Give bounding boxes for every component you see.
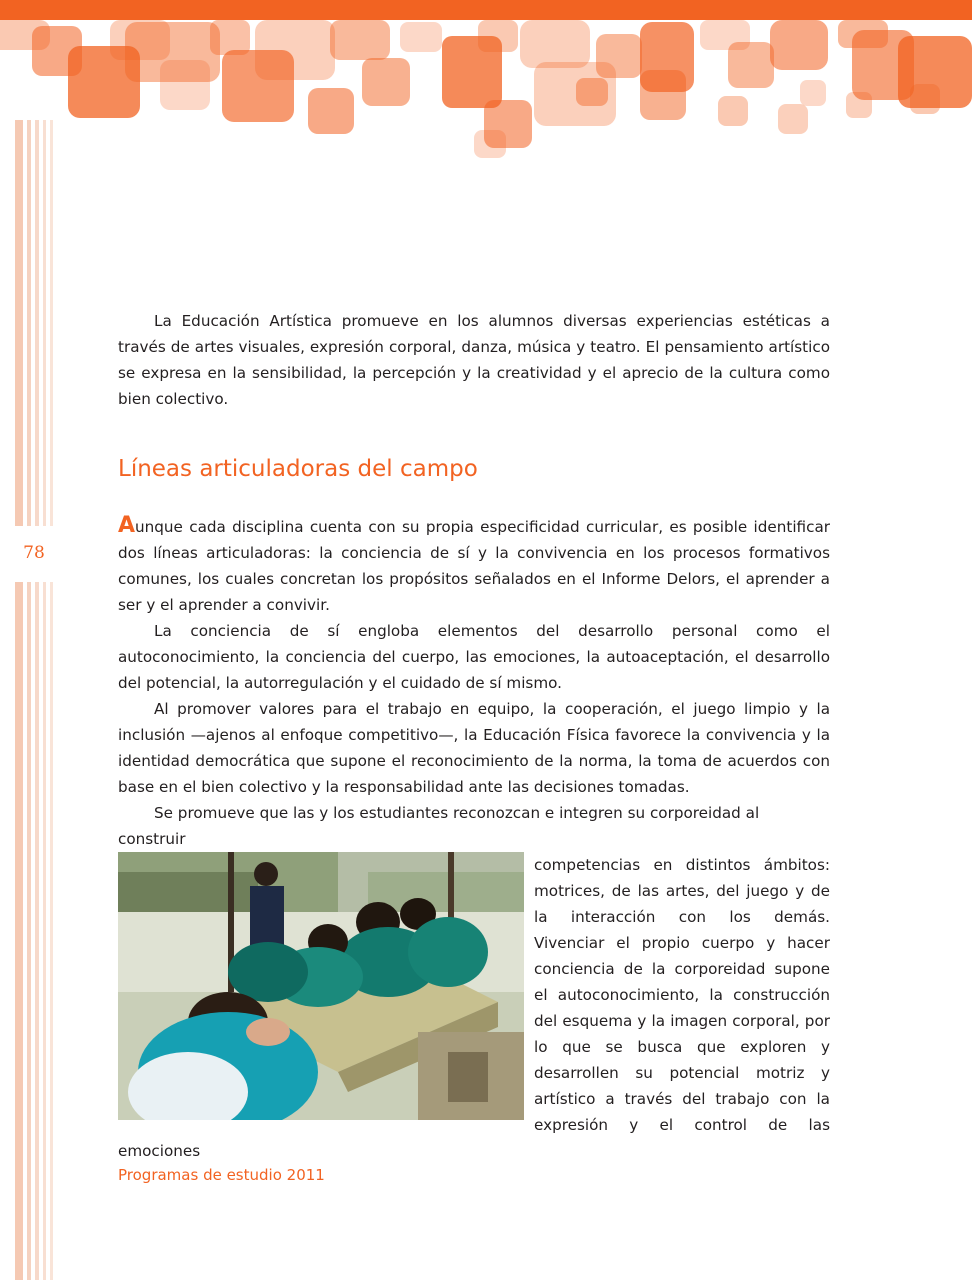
students-at-table-photo-icon: [118, 852, 524, 1120]
paragraph-1-text: unque cada disciplina cuenta con su propia especificidad curricular, es posible identificar dos líneas articuladoras: la conciencia de sí y la convivencia en los procesos formativos comunes, los cuales concretan los propósitos señalados en el Informe Delors, el aprender a ser y el aprender a convivir.: [118, 518, 830, 614]
section-title: Líneas articuladoras del campo: [118, 456, 478, 482]
paragraph-4-first-line: Se promueve que las y los estudiantes reconozcan e integren su corporeidad al construir: [118, 804, 760, 848]
drop-cap: A: [118, 513, 136, 538]
footer-program-title: Programas de estudio 2011: [118, 1166, 325, 1184]
main-content: [118, 308, 830, 1164]
intro-paragraph: La Educación Artística promueve en los alumnos diversas experiencias estéticas a través de artes visuales, expresión corporal, danza, música y teatro. El pensamiento artístico se expresa en la sensibilidad, la percepción y la creatividad y el aprecio de la cultura como bien colectivo.: [118, 312, 830, 408]
side-stripes-decoration: [0, 0, 60, 1280]
students-photo: [118, 852, 524, 1120]
paragraph-1: [118, 514, 830, 618]
page-number: 78: [23, 543, 45, 563]
paragraph-4-rest: competencias en distintos ámbitos: motrices, de las artes, del juego y de la interacción con los demás. Vivenciar el propio cuerpo y hacer conciencia de la corporeidad supone el autoconocimiento, la construcción del esquema y la imagen corporal, por lo que se busca que exploren y desarrollen su potencial motriz y artístico a través del trabajo con la expresión y el control de las emociones: [118, 856, 830, 1160]
paragraph-2: La conciencia de sí engloba elementos del desarrollo personal como el autoconocimiento, la conciencia del cuerpo, las emociones, la autoaceptación, el desarrollo del potencial, la autorregulación y el cuidado de sí mismo.: [118, 622, 830, 692]
paragraph-3: Al promover valores para el trabajo en equipo, la cooperación, el juego limpio y la inclusión —ajenos al enfoque competitivo—, la Educación Física favorece la convivencia y la identidad democrática que supone el reconocimiento de la norma, la toma de acuerdos con base en el bien colectivo y la responsabilidad ante las decisiones tomadas.: [118, 700, 830, 796]
header-decoration: [0, 0, 972, 170]
